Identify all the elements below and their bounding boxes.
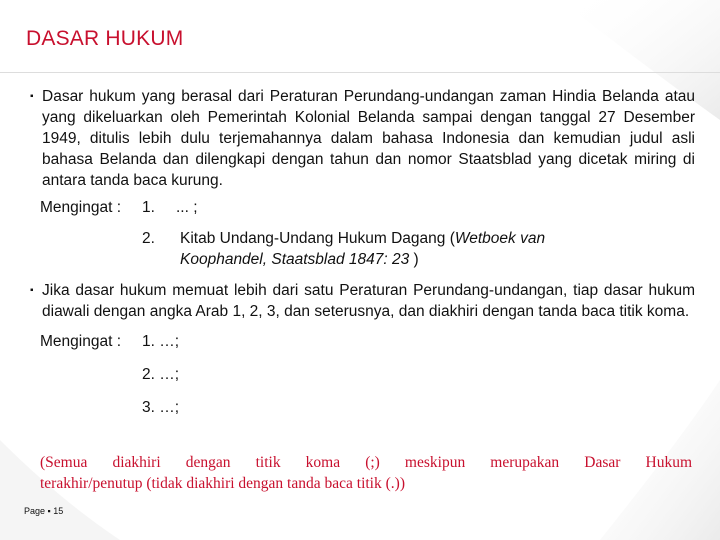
ref2-item3: 3. …; bbox=[142, 399, 180, 416]
ref2-row-1 bbox=[30, 331, 695, 352]
slide-content bbox=[30, 86, 695, 418]
bullet-2-text: Jika dasar hukum memuat lebih dari satu Peraturan Perundang-undangan, tiap dasar hukum diawali dengan angka Arab 1, 2, 3, dan seterusnya, dan diakhiri dengan tanda baca titik koma. bbox=[42, 282, 695, 320]
ref1-item2-number: 2. bbox=[142, 230, 155, 247]
ref1-item1-text: ... ; bbox=[176, 199, 198, 216]
bullet-1-text: Dasar hukum yang berasal dari Peraturan Perundang-undangan zaman Hindia Belanda atau yang dikeluarkan oleh Pemerintah Kolonial Belanda sampai dengan tanggal 27 Desember 1949, ditulis lebih dulu terjemahannya dalam bahasa Indonesia dan kemudian judul asli bahasa Belanda dan dilengkapi dengan tahun dan nomor Staatsblad yang dicetak miring di antara tanda baca kurung. bbox=[42, 88, 695, 189]
bullet-2 bbox=[30, 280, 695, 322]
note-line-2: terakhir/penutup (tidak diakhiri dengan tanda baca titik (.)) bbox=[40, 475, 405, 492]
title-divider bbox=[0, 72, 720, 73]
bullet-mark: ▪ bbox=[30, 285, 34, 296]
mengingat-block-2 bbox=[30, 331, 695, 418]
page-number: Page ▪ 15 bbox=[24, 506, 64, 516]
bullet-1 bbox=[30, 86, 695, 191]
ref1-item2-text bbox=[180, 228, 620, 270]
note-line-1: (Semua diakhiri dengan titik koma (;) meskipun merupakan Dasar Hukum bbox=[40, 454, 692, 471]
mengingat-label: Mengingat : bbox=[40, 199, 121, 216]
mengingat-block-1 bbox=[30, 197, 695, 270]
red-note bbox=[40, 452, 692, 494]
ref1-row-1 bbox=[30, 197, 695, 218]
ref1-item2-text-italic: Wetboek van Koophandel, Staatsblad 1847: 23 bbox=[180, 230, 546, 268]
ref1-row-2 bbox=[30, 228, 695, 270]
ref2-item1: 1. …; bbox=[142, 333, 180, 350]
mengingat-label: Mengingat : bbox=[40, 333, 121, 350]
ref2-item2: 2. …; bbox=[142, 366, 180, 383]
ref2-row-2 bbox=[30, 364, 695, 385]
slide-title: DASAR HUKUM bbox=[26, 27, 184, 50]
bullet-mark: ▪ bbox=[30, 91, 34, 102]
ref1-item2-text-b: ) bbox=[409, 251, 419, 268]
ref1-item2-text-a: Kitab Undang-Undang Hukum Dagang ( bbox=[180, 230, 455, 247]
ref2-row-3 bbox=[30, 397, 695, 418]
ref1-item1-number: 1. bbox=[142, 199, 155, 216]
